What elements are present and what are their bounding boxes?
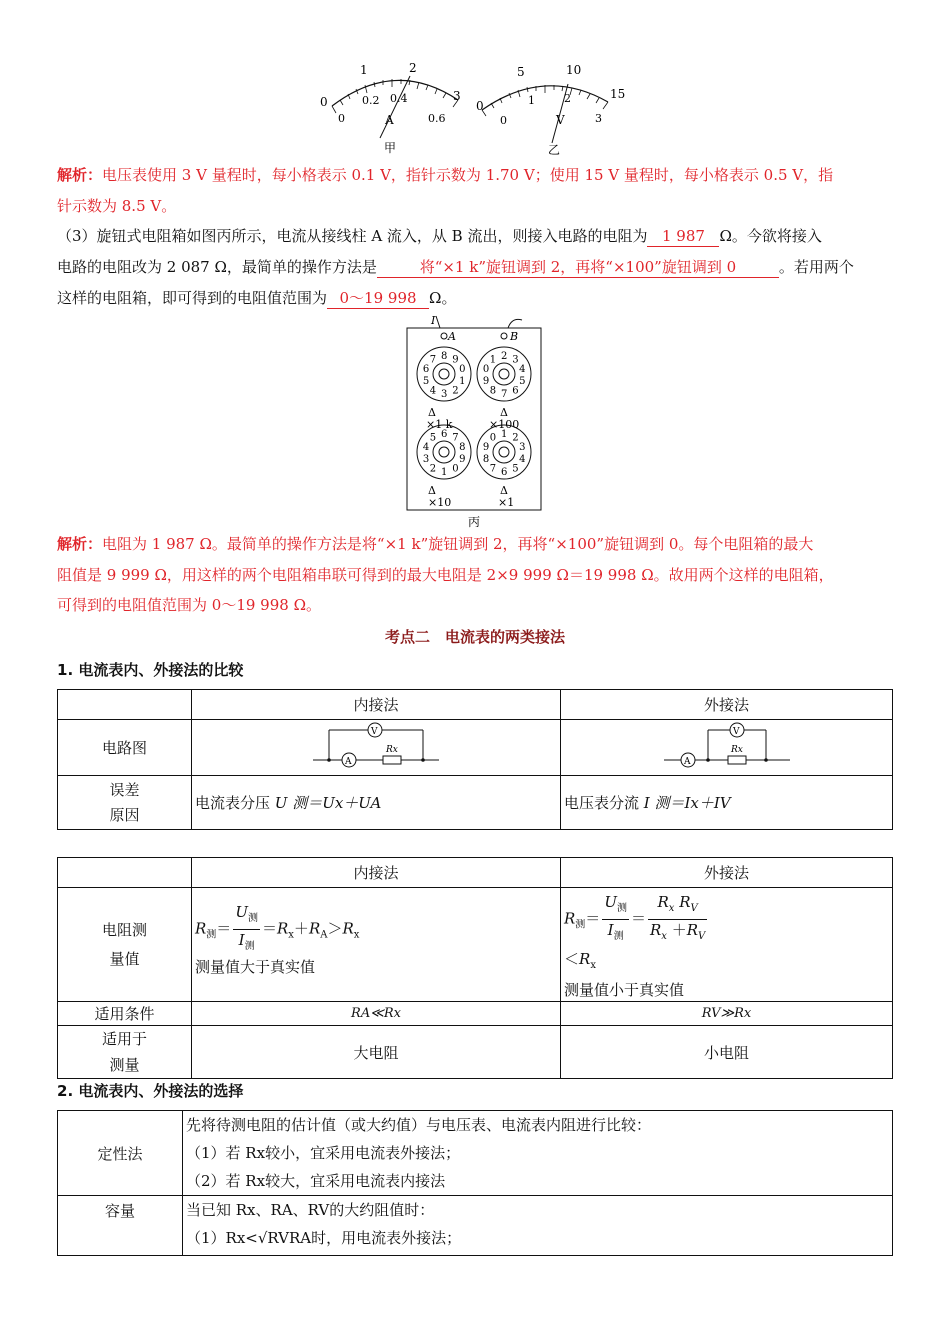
dial-digit: 0 bbox=[452, 463, 459, 475]
rotary-dial-1 bbox=[417, 347, 471, 401]
analysis-2-line-3: 可得到的电阻值范围为 0～19 998 Ω。 bbox=[57, 596, 322, 614]
col-outer-2: 外接法 bbox=[561, 858, 893, 888]
qualitative-line-3: （2）若 Rx较大，宜采用电流表内接法 bbox=[186, 1172, 446, 1190]
row-measure-label: 电阻测 量值 bbox=[58, 888, 192, 1002]
dial-digit: 3 bbox=[441, 389, 448, 400]
rotary-dial-2 bbox=[477, 347, 531, 401]
voltmeter-symbol-2: V bbox=[732, 726, 739, 737]
dial-3-pos: Δ bbox=[428, 484, 436, 497]
voltmeter-bottom-tick-2: 2 bbox=[564, 92, 571, 105]
outer-note: 测量值小于真实值 bbox=[564, 981, 685, 999]
dial-digit: 5 bbox=[429, 432, 437, 444]
quantitative-line-1: 当已知 Rx、RA、RV的大约阻值时： bbox=[186, 1201, 435, 1219]
qualitative-line-1: 先将待测电阻的估计值（或大约值）与电压表、电流表内阻进行比较： bbox=[186, 1116, 652, 1134]
voltmeter-bottom-tick-3: 3 bbox=[595, 112, 602, 125]
answer-blank-2: 将“×1 k”旋钮调到 2，再将“×100”旋钮调到 0 bbox=[377, 257, 779, 278]
question-3-line-3: 这样的电阻箱，即可得到的电阻值范围为 0～19 998 Ω。 bbox=[57, 289, 457, 307]
outer-less-rx: $<R_x$ bbox=[564, 950, 596, 971]
resistor-label: Rx bbox=[386, 744, 398, 755]
meters-figure bbox=[310, 58, 640, 158]
ammeter-caption: 甲 bbox=[384, 141, 397, 155]
ammeter-top-tick-3: 3 bbox=[453, 89, 461, 103]
analysis-label: 解析： bbox=[57, 166, 103, 184]
resistor-label-2: Rx bbox=[730, 744, 743, 755]
formula-outer: $R_测=$ $\frac{U_测}{I_测}$ ＝ $\frac{R_x R_V}{R_x +R_V}$ bbox=[564, 893, 706, 942]
measure-inner bbox=[192, 888, 561, 1002]
dial-digit: 6 bbox=[512, 385, 519, 397]
measure-outer bbox=[561, 888, 893, 1002]
dial-digit: 3 bbox=[512, 354, 519, 366]
ammeter-bottom-tick-3: 0.6 bbox=[428, 112, 446, 125]
dial-digit: 6 bbox=[441, 429, 448, 440]
dial-1-pos: Δ bbox=[428, 406, 436, 419]
dial-digit: 1 bbox=[501, 429, 508, 440]
current-label: I bbox=[431, 314, 436, 327]
dial-digit: 1 bbox=[441, 467, 448, 478]
dial-digit: 4 bbox=[519, 364, 526, 376]
analysis-1-line-1: 解析：电压表使用 3 V 量程时，每小格表示 0.1 V，指针示数为 1.70 V；使用 15 V 量程时，每小格表示 0.5 V，指 bbox=[57, 166, 834, 184]
ammeter-bottom-tick-0: 0 bbox=[338, 112, 345, 125]
dial-digit: 3 bbox=[422, 453, 430, 465]
dial-digit: 8 bbox=[459, 442, 466, 454]
dial-digit: 0 bbox=[459, 364, 466, 376]
voltmeter-symbol: V bbox=[371, 726, 378, 737]
voltmeter-top-tick-3: 15 bbox=[610, 87, 626, 101]
ammeter-unit: A bbox=[385, 113, 394, 127]
voltmeter-top-tick-2: 10 bbox=[566, 63, 582, 77]
formula-inner: $R_测=$ $\frac{U_测}{I_测}$ $=R_x+R_A>R_x$ bbox=[195, 903, 360, 952]
ammeter-bottom-tick-2: 0.4 bbox=[390, 92, 408, 105]
voltmeter-yi bbox=[476, 63, 625, 157]
dial-digit: 0 bbox=[482, 364, 490, 376]
ammeter-top-tick-1: 1 bbox=[360, 63, 368, 77]
error-inner: 电流表分压 U 测＝Ux＋UA bbox=[192, 776, 561, 830]
section-title: 考点二 电流表的两类接法 bbox=[384, 628, 565, 646]
dial-digit: 5 bbox=[519, 375, 526, 387]
cond-inner: RA≪Rx bbox=[192, 1002, 561, 1026]
voltmeter-bottom-tick-1: 1 bbox=[528, 94, 535, 107]
terminal-b: B bbox=[510, 330, 519, 343]
comparison-table-2 bbox=[57, 857, 893, 1079]
voltmeter-caption: 乙 bbox=[548, 143, 561, 157]
dial-digit: 9 bbox=[459, 453, 466, 465]
dial-digit: 9 bbox=[482, 375, 490, 387]
dial-2-label: ×100 bbox=[489, 418, 520, 431]
ammeter-bottom-tick-1: 0.2 bbox=[362, 94, 380, 107]
dial-digit: 7 bbox=[429, 354, 437, 366]
dial-digit: 2 bbox=[501, 351, 508, 362]
comparison-table-1 bbox=[57, 689, 893, 830]
rotary-dial-3 bbox=[417, 425, 471, 479]
dial-digit: 4 bbox=[429, 385, 437, 397]
ammeter-symbol: A bbox=[345, 756, 352, 767]
rotary-dial-4 bbox=[477, 425, 531, 479]
use-outer: 小电阻 bbox=[561, 1026, 893, 1079]
dial-digit: 0 bbox=[489, 432, 497, 444]
heading-2: 2. 电流表内、外接法的选择 bbox=[57, 1082, 244, 1100]
col-outer: 外接法 bbox=[561, 690, 893, 720]
error-outer: 电压表分流 I 测＝Ix＋IV bbox=[561, 776, 893, 830]
dial-4-pos: Δ bbox=[500, 484, 508, 497]
dial-digit: 3 bbox=[519, 442, 526, 454]
dial-digit: 4 bbox=[519, 453, 526, 465]
dial-digit: 8 bbox=[441, 351, 448, 362]
dial-digit: 5 bbox=[422, 375, 430, 387]
inner-circuit-diagram bbox=[311, 722, 441, 770]
dial-digit: 7 bbox=[489, 463, 497, 475]
dial-digit: 6 bbox=[501, 467, 508, 478]
ammeter-top-tick-2: 2 bbox=[409, 61, 417, 75]
row-use-label: 适用于 测量 bbox=[58, 1026, 192, 1079]
use-inner: 大电阻 bbox=[192, 1026, 561, 1079]
terminal-a: A bbox=[448, 330, 456, 343]
dial-digit: 6 bbox=[422, 364, 430, 376]
dial-digit: 7 bbox=[501, 389, 508, 400]
dial-digit: 9 bbox=[482, 442, 490, 454]
row-cond-label: 适用条件 bbox=[58, 1002, 192, 1026]
col-inner-2: 内接法 bbox=[192, 858, 561, 888]
question-3-line-1: （3）旋钮式电阻箱如图丙所示，电流从接线柱 A 流入，从 B 流出，则接入电路的电阻为 1 987 Ω。今欲将接入 bbox=[57, 227, 822, 245]
analysis-1-line-2: 针示数为 8.5 V。 bbox=[57, 197, 177, 215]
ammeter-top-tick-0: 0 bbox=[320, 95, 328, 109]
ammeter-symbol-2: A bbox=[683, 756, 690, 767]
qualitative-line-2: （1）若 Rx较小，宜采用电流表外接法； bbox=[186, 1144, 461, 1162]
row-circuit-label: 电路图 bbox=[58, 720, 192, 776]
row-error-label: 误差 原因 bbox=[58, 776, 192, 830]
dial-digit: 2 bbox=[429, 463, 437, 475]
inner-note: 测量值大于真实值 bbox=[195, 958, 316, 976]
dial-digit: 1 bbox=[459, 375, 466, 387]
answer-blank-1: 1 987 bbox=[647, 226, 719, 247]
voltmeter-top-tick-0: 0 bbox=[476, 99, 484, 113]
ammeter-jia bbox=[320, 61, 461, 155]
analysis-2-line-2: 阻值是 9 999 Ω，用这样的两个电阻箱串联可得到的最大电阻是 2×9 999 Ω＝19 998 Ω。故用两个这样的电阻箱， bbox=[57, 566, 834, 584]
dial-3-label: ×10 bbox=[428, 496, 452, 509]
selection-table bbox=[57, 1110, 893, 1256]
dial-digit: 8 bbox=[482, 453, 490, 465]
dial-digit: 1 bbox=[489, 354, 497, 366]
cond-outer: RV≫Rx bbox=[561, 1002, 893, 1026]
answer-blank-3: 0～19 998 bbox=[327, 288, 429, 309]
dial-2-pos: Δ bbox=[500, 406, 508, 419]
quantitative-label: 容量 bbox=[58, 1196, 183, 1256]
voltmeter-top-tick-1: 5 bbox=[517, 65, 525, 79]
dial-digit: 2 bbox=[512, 432, 519, 444]
dial-digit: 2 bbox=[452, 385, 459, 397]
voltmeter-unit: V bbox=[556, 113, 565, 127]
dial-digit: 9 bbox=[452, 354, 459, 366]
analysis-label-2: 解析： bbox=[57, 535, 103, 553]
box-caption: 丙 bbox=[468, 515, 481, 529]
dial-digit: 8 bbox=[489, 385, 497, 397]
qualitative-label: 定性法 bbox=[58, 1111, 183, 1196]
dial-digit: 4 bbox=[422, 442, 430, 454]
quantitative-line-2: （1）Rx<√RVRA时，用电流表外接法； bbox=[186, 1229, 462, 1247]
resistance-box-figure bbox=[400, 314, 548, 532]
voltmeter-bottom-tick-0: 0 bbox=[500, 114, 507, 127]
dial-digit: 7 bbox=[452, 432, 459, 444]
dial-digit: 5 bbox=[512, 463, 519, 475]
col-inner: 内接法 bbox=[192, 690, 561, 720]
dial-1-label: ×1 k bbox=[426, 418, 453, 431]
heading-1: 1. 电流表内、外接法的比较 bbox=[57, 661, 244, 679]
analysis-2-line-1: 解析：电阻为 1 987 Ω。最简单的操作方法是将“×1 k”旋钮调到 2，再将“×100”旋钮调到 0。每个电阻箱的最大 bbox=[57, 535, 814, 553]
dial-4-label: ×1 bbox=[498, 496, 515, 509]
outer-circuit-diagram bbox=[662, 722, 792, 770]
question-3-line-2: 电路的电阻改为 2 087 Ω，最简单的操作方法是 将“×1 k”旋钮调到 2，再将“×100”旋钮调到 0 。若用两个 bbox=[57, 258, 854, 276]
